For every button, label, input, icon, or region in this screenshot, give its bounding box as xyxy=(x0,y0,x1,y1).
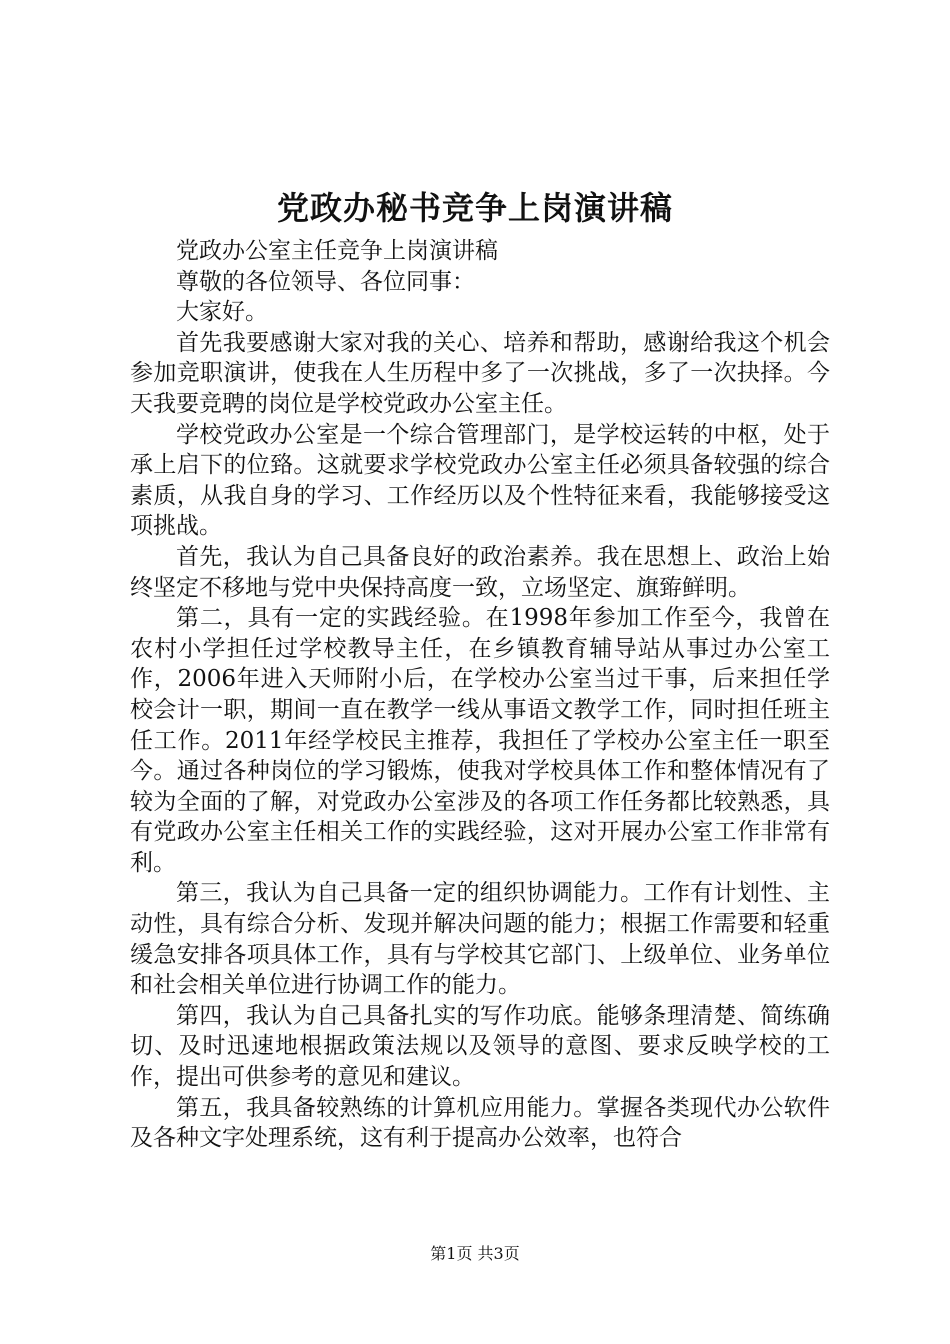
salutation-paragraph: 尊敬的各位领导、各位同事： xyxy=(176,268,475,295)
body-paragraph: 第四，我认为自己具备扎实的写作功底。能够条理清楚、简练确切、及时迅速地根据政策法规以及领导的意图、要求反映学校的工作，提出可供参考的意见和建议。 xyxy=(130,1002,830,1091)
body-paragraph: 第五，我具备较熟练的计算机应用能力。掌握各类现代办公软件及各种文字处理系统，这有利于提高办公效率，也符合 xyxy=(130,1094,830,1152)
page-footer: 第1页 共3页 xyxy=(430,1244,520,1263)
body-paragraph: 首先我要感谢大家对我的关心、培养和帮助，感谢给我这个机会参加竞职演讲，使我在人生历程中多了一次挑战，多了一次抉择。今天我要竞聘的岗位是学校党政办公室主任。 xyxy=(130,329,830,417)
body-paragraph: 第二，具有一定的实践经验。在1998年参加工作至今，我曾在农村小学担任过学校教导主任，在乡镇教育辅导站从事过办公室工作，2006年进入天师附小后，在学校办公室当过干事，后来担任学校会计一职，期间一直在教学一线从事语文教学工作，同时担任班主任工作。2011年经学校民主推荐，我担任了学校办公室主任一职至今。通过各种岗位的学习锻炼，使我对学校具体工作和整体情况有了较为全面的了解，对党政办公室涉及的各项工作任务都比较熟悉，具有党政办公室主任相关工作的实践经验，这对开展办公室工作非常有利。 xyxy=(130,605,830,876)
greeting-paragraph: 大家好。 xyxy=(176,299,268,326)
subtitle-paragraph: 党政办公室主任竞争上岗演讲稿 xyxy=(176,238,498,264)
body-paragraph: 首先，我认为自己具备良好的政治素养。我在思想上、政治上始终坚定不移地与党中央保持高度一致，立场坚定、旗臶鲜明。 xyxy=(130,543,830,601)
body-paragraph: 学校党政办公室是一个综合管理部门，是学校运转的中枢，处于承上启下的位臵。这就要求学校党政办公室主任必须具备较强的综合素质，从我自身的学习、工作经历以及个性特征来看，我能够接受这项挑战。 xyxy=(130,421,830,540)
document-title: 党政办秘书竞争上岗演讲稿 xyxy=(276,189,673,227)
body-paragraph: 第三，我认为自己具备一定的组织协调能力。工作有计划性、主动性，具有综合分析、发现并解决问题的能力；根据工作需要和轻重缓急安排各项具体工作，具有与学校其它部门、上级单位、业务单位和社会相关单位进行协调工作的能力。 xyxy=(130,880,830,999)
document-body xyxy=(130,236,830,1154)
